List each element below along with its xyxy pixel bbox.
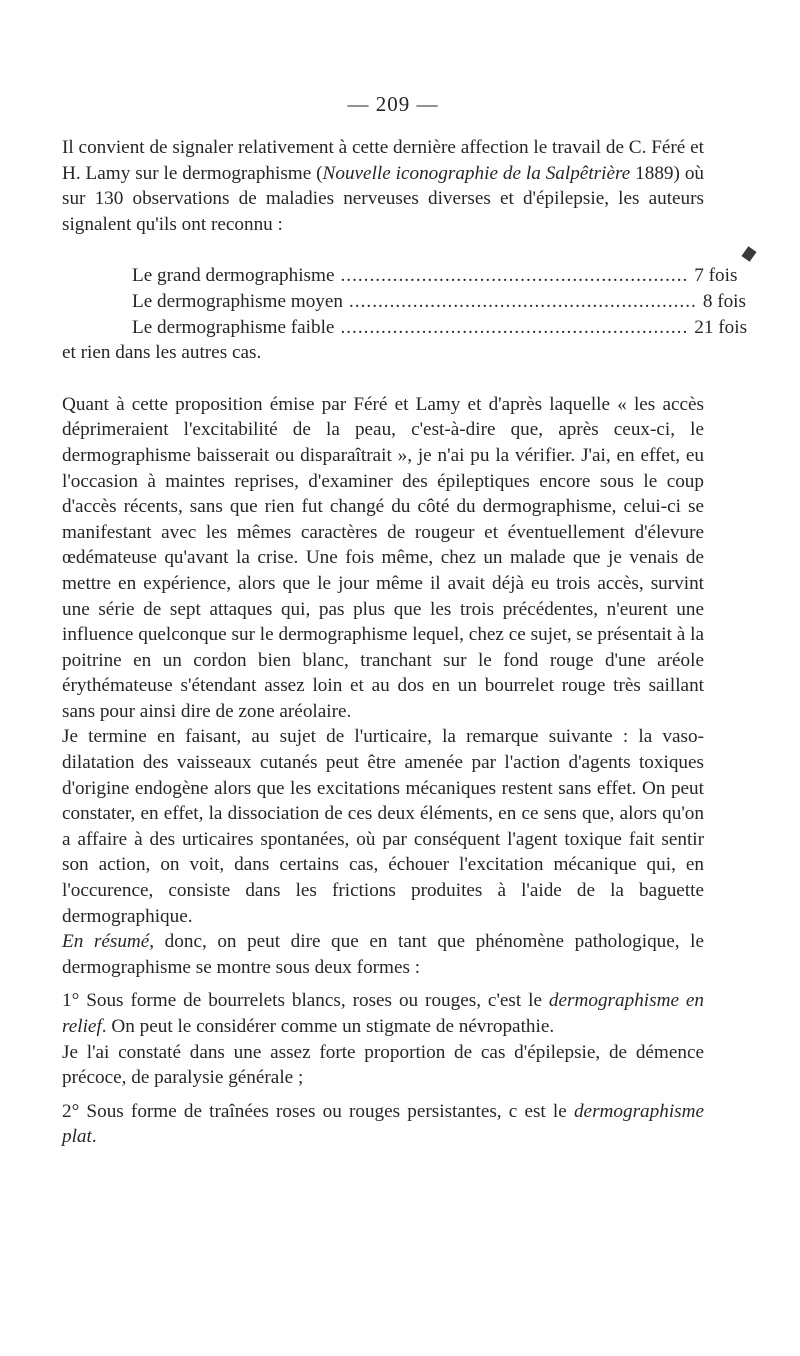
paragraph-1 [62,135,704,237]
spacer [62,237,704,263]
paragraph-7-text-b: . [91,1126,97,1148]
paragraph-2: Quant à cette proposition émise par Féré et Lamy et d'après laquelle « les accès déprimeraient l'excitabilité de la peau, c'est-à-dire que, après ceux-ci, le dermographisme baisserait ou disparaîtrait », je n'ai pu la vérifier. J'ai, en effet, eu l'occasion à maintes reprises, d'examiner des épileptiques encore sous le coup d'accès récents, sans que rien fut changé du côté du dermographisme, celui-ci se manifestant avec les mêmes caractères de rougeur et éventuellement d'élevure œdémateuse qu'avant la crise. Une fois même, chez un malade que je venais de mettre en expérience, alors que le jour même il avait déjà eu trois accès, survint une série de sept attaques qui, pas plus que les trois précédentes, n'eurent une influence quelconque sur le dermographisme lequel, chez ce sujet, se présentait à la poitrine en un cordon bien blanc, tranchant sur le fond rouge d'une aréole érythémateuse s'étendant assez loin et au dos en un bourrelet rouge très saillant sans pour ainsi dire de zone aréolaire. [62,393,704,722]
leader-dots: ............................................................ [340,316,689,338]
observation-list [132,263,748,340]
list-item [132,315,748,341]
paragraph-5-text-b: . On peut le considérer comme un stigmate de névropathie. [101,1016,555,1037]
list-item-label: Le dermographisme faible [132,316,335,338]
list-item-count: 8 fois [702,290,746,312]
paragraph-5-text-a: 1° Sous forme de bourrelets blancs, roses ou rouges, c'est le [62,990,549,1012]
list-item-count: 21 fois [694,316,748,338]
list-item [132,263,738,289]
paragraph-7-italic: dermographisme plat [62,1100,704,1148]
list-item-label: Le grand dermographisme [132,265,335,287]
spacer [62,366,704,392]
list-conclusion: et rien dans les autres cas. [62,342,262,364]
paragraph-7-text-a: 2° Sous forme de traînées roses ou rouges persistantes, c est le [62,1100,574,1122]
journal-title: Nouvelle iconographie de la Salpêtrière [322,162,631,184]
paragraph-1-text-b: 1889) où sur 130 observations de maladies nerveuses diverses et d'épilepsie, les auteurs signalent qu'ils ont reconnu : [62,162,705,235]
page-number: — 209 — [347,92,439,116]
paragraph-3: Je termine en faisant, au sujet de l'urticaire, la remarque suivante : la vaso-dilatation des vaisseaux cutanés peut être amenée par l'action d'agents toxiques d'origine endogène alors que les excitations mécaniques restent sans effet. On peut constater, en effet, la dissociation de ces deux éléments, en ce sens que, alors qu'on a affaire à des urticaires spontanées, où par conséquent l'agent toxique fait sentir son action, on voit, dans certains cas, échouer l'excitation mécanique qui, en l'occurence, consiste dans les frictions produites à l'aide de la baguette dermographique. [62,726,704,927]
paragraph-7 [62,1099,704,1150]
margin-mark [741,246,756,262]
paragraph-1-text-a: Il convient de signaler relativement à cette dernière affection le travail de C. Féré et H. Lamy sur le dermographisme ( [62,137,704,184]
paragraph-5-italic: dermographisme en relief [62,990,704,1037]
leader-dots: ............................................................ [349,290,697,312]
paragraph-5 [62,988,704,1039]
paragraph-4-italic: En résumé, [62,931,155,953]
leader-dots: ............................................................ [340,265,689,287]
list-item-count: 7 fois [694,265,738,287]
list-item-label: Le dermographisme moyen [132,290,343,312]
paragraph-4 [62,929,704,980]
list-item [132,289,746,315]
paragraph-4-text: donc, on peut dire que en tant que phénomène pathologique, le dermographisme se montre sous deux formes : [62,931,704,978]
paragraph-6: Je l'ai constaté dans une assez forte proportion de cas d'épilepsie, de démence précoce, de paralysie générale ; [62,1041,704,1089]
